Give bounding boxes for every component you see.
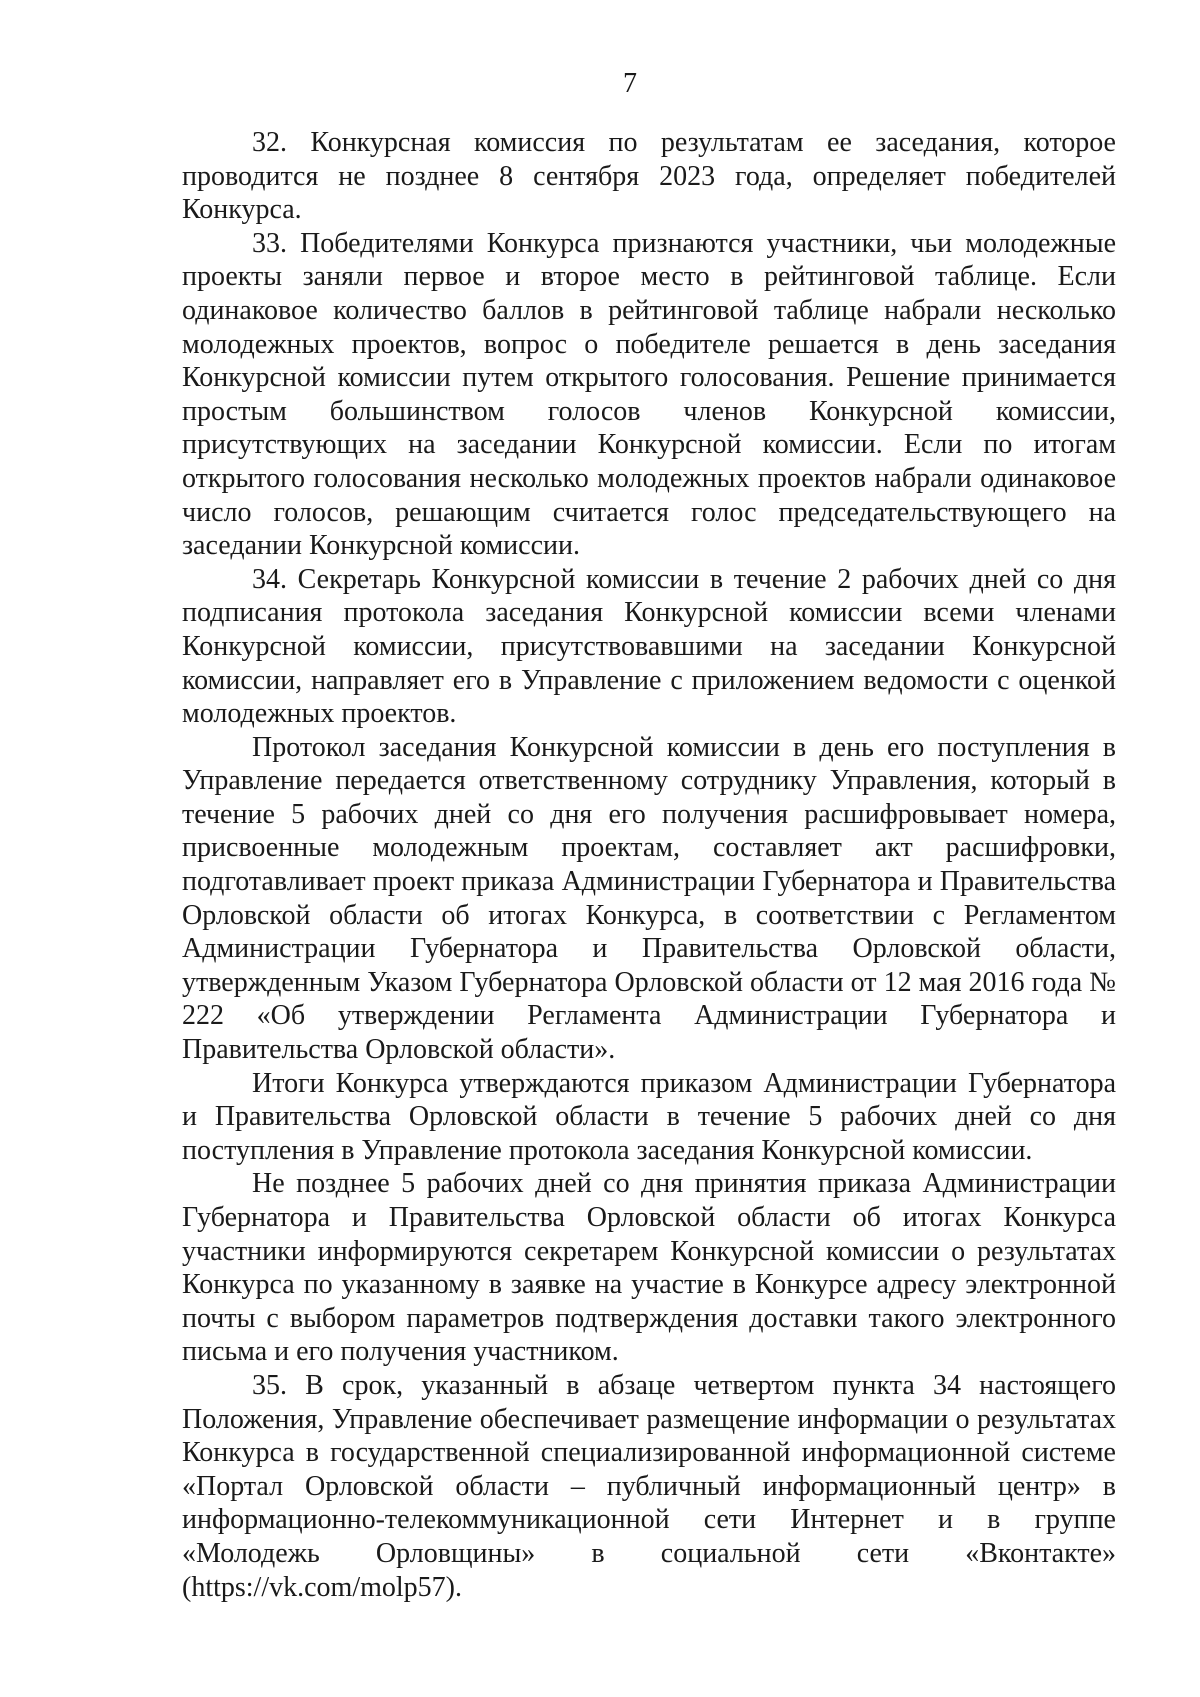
paragraph-32: 32. Конкурсная комиссия по результатам ее заседания, которое проводится не позднее 8 сентября 2023 года, определяет победителей Конкурса. (182, 127, 1116, 226)
paragraph-34-notification: Не позднее 5 рабочих дней со дня принятия приказа Администрации Губернатора и Правительства Орловской области об итогах Конкурса участники информируются секретарем Конкурсной комиссии о результатах Конкурса по указанному в заявке на участие в Конкурсе адресу электронной почты с выбором параметров подтверждения доставки такого электронного письма и его получения участником. (182, 1168, 1116, 1368)
paragraph-34: 34. Секретарь Конкурсной комиссии в течение 2 рабочих дней со дня подписания протокола заседания Конкурсной комиссии всеми членами Конкурсной комиссии, присутствовавшими на заседании Конкурсной комиссии, направляет его в Управление с приложением ведомости с оценкой молодежных проектов. (182, 563, 1116, 730)
page-number: 7 (623, 68, 637, 99)
paragraph-35: 35. В срок, указанный в абзаце четвертом пункта 34 настоящего Положения, Управление обеспечивает размещение информации о результатах Конкурса в государственной специализированной информационной системе «Портал Орловской области – публичный информационный центр» в информационно-телекоммуникационной сети Интернет и в группе «Молодежь Орловщины» в социальной сети «Вконтакте» (https://vk.com/molp57). (182, 1369, 1116, 1603)
paragraph-33: 33. Победителями Конкурса признаются участники, чьи молодежные проекты заняли первое и второе место в рейтинговой таблице. Если одинаковое количество баллов в рейтинговой таблице набрали несколько молодежных проектов, вопрос о победителе решается в день заседания Конкурсной комиссии путем открытого голосования. Решение принимается простым большинством голосов членов Конкурсной комиссии, присутствующих на заседании Конкурсной комиссии. Если по итогам открытого голосования несколько молодежных проектов набрали одинаковое число голосов, решающим считается голос председательствующего на заседании Конкурсной комиссии. (182, 227, 1116, 562)
paragraph-34-protocol: Протокол заседания Конкурсной комиссии в день его поступления в Управление передается ответственному сотруднику Управления, который в течение 5 рабочих дней со дня его получения расшифровывает номера, присвоенные молодежным проектам, составляет акт расшифровки, подготавливает проект приказа Администрации Губернатора и Правительства Орловской области об итогах Конкурса, в соответствии с Регламентом Администрации Губернатора и Правительства Орловской области, утвержденным Указом Губернатора Орловской области от 12 мая 2016 года № 222 «Об утверждении Регламента Администрации Губернатора и Правительства Орловской области». (182, 731, 1116, 1066)
document-body (182, 126, 1116, 1604)
paragraph-34-results: Итоги Конкурса утверждаются приказом Администрации Губернатора и Правительства Орловской области в течение 5 рабочих дней со дня поступления в Управление протокола заседания Конкурсной комиссии. (182, 1067, 1116, 1166)
